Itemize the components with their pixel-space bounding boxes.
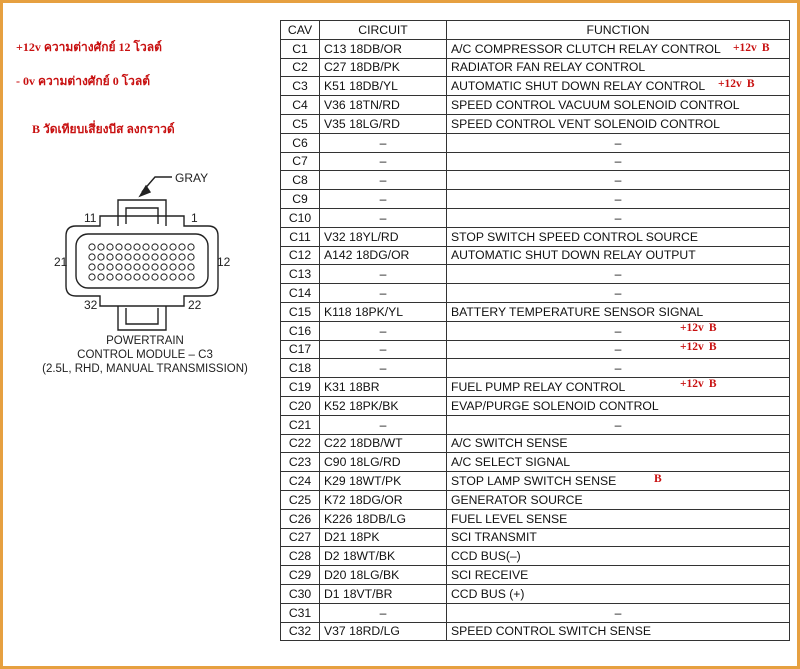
cell-function: GENERATOR SOURCE — [447, 490, 790, 509]
pin-label-22: 22 — [188, 298, 202, 312]
table-row — [281, 114, 790, 133]
table-row — [281, 415, 790, 434]
cell-cav: C24 — [281, 472, 320, 491]
table-row — [281, 472, 790, 491]
table-row — [281, 58, 790, 77]
cell-function: RADIATOR FAN RELAY CONTROL — [447, 58, 790, 77]
cell-circuit: – — [320, 284, 447, 303]
header-cav: CAV — [281, 21, 320, 40]
table-row — [281, 77, 790, 96]
cell-circuit: V36 18TN/RD — [320, 96, 447, 115]
cell-circuit: K29 18WT/PK — [320, 472, 447, 491]
cell-cav: C12 — [281, 246, 320, 265]
cell-circuit: – — [320, 152, 447, 171]
cell-function: FUEL LEVEL SENSE — [447, 509, 790, 528]
cell-circuit: – — [320, 265, 447, 284]
cell-circuit: – — [320, 133, 447, 152]
table-row — [281, 302, 790, 321]
cell-circuit: K51 18DB/YL — [320, 77, 447, 96]
cell-circuit: C22 18DB/WT — [320, 434, 447, 453]
cell-circuit: D20 18LG/BK — [320, 566, 447, 585]
cell-circuit: – — [320, 321, 447, 340]
cell-cav: C30 — [281, 584, 320, 603]
cell-cav: C9 — [281, 190, 320, 209]
cell-cav: C18 — [281, 359, 320, 378]
table-row — [281, 603, 790, 622]
table-row — [281, 39, 790, 58]
annotation-c24: B — [654, 473, 662, 485]
cell-function: – — [447, 171, 790, 190]
cell-circuit: C13 18DB/OR — [320, 39, 447, 58]
cell-function: – — [447, 208, 790, 227]
cell-circuit: D21 18PK — [320, 528, 447, 547]
table-row — [281, 509, 790, 528]
cell-function: A/C COMPRESSOR CLUTCH RELAY CONTROL — [447, 39, 790, 58]
cell-circuit: V32 18YL/RD — [320, 227, 447, 246]
cell-function: A/C SELECT SIGNAL — [447, 453, 790, 472]
pin-label-32: 32 — [84, 298, 98, 312]
cell-circuit: – — [320, 415, 447, 434]
cell-function: CCD BUS(–) — [447, 547, 790, 566]
table-row — [281, 227, 790, 246]
cell-cav: C8 — [281, 171, 320, 190]
cell-circuit: K72 18DG/OR — [320, 490, 447, 509]
cell-function: A/C SWITCH SENSE — [447, 434, 790, 453]
cell-function: CCD BUS (+) — [447, 584, 790, 603]
cell-cav: C4 — [281, 96, 320, 115]
connector-caption — [20, 334, 270, 376]
cell-circuit: K31 18BR — [320, 378, 447, 397]
annotation-c16: +12v B — [680, 322, 717, 334]
cell-circuit: D2 18WT/BK — [320, 547, 447, 566]
cell-function: BATTERY TEMPERATURE SENSOR SIGNAL — [447, 302, 790, 321]
table-row — [281, 208, 790, 227]
table-row — [281, 490, 790, 509]
pin-label-12: 12 — [217, 255, 231, 269]
table-row — [281, 96, 790, 115]
cell-circuit: K118 18PK/YL — [320, 302, 447, 321]
table-row — [281, 265, 790, 284]
legend-0v: - 0v ความต่างศักย์ 0 โวลต์ — [16, 74, 151, 88]
annotation-c19: +12v B — [680, 378, 717, 390]
table-header-row — [281, 21, 790, 40]
table-row — [281, 171, 790, 190]
caption-line-1: POWERTRAIN — [106, 335, 184, 347]
cell-cav: C20 — [281, 396, 320, 415]
connector-color-label: GRAY — [175, 171, 209, 185]
cell-cav: C23 — [281, 453, 320, 472]
cell-cav: C25 — [281, 490, 320, 509]
cell-cav: C1 — [281, 39, 320, 58]
cell-circuit: K226 18DB/LG — [320, 509, 447, 528]
header-function: FUNCTION — [447, 21, 790, 40]
caption-line-3: (2.5L, RHD, MANUAL TRANSMISSION) — [42, 363, 248, 375]
annotation-c1: +12v B — [733, 42, 770, 54]
cell-function: – — [447, 152, 790, 171]
cell-cav: C5 — [281, 114, 320, 133]
cell-function: STOP SWITCH SPEED CONTROL SOURCE — [447, 227, 790, 246]
table-row — [281, 434, 790, 453]
table-row — [281, 246, 790, 265]
cell-cav: C21 — [281, 415, 320, 434]
cell-cav: C17 — [281, 340, 320, 359]
cell-circuit: C90 18LG/RD — [320, 453, 447, 472]
table-row — [281, 584, 790, 603]
cell-function: – — [447, 321, 790, 340]
cell-circuit: K52 18PK/BK — [320, 396, 447, 415]
cell-function: SCI RECEIVE — [447, 566, 790, 585]
cell-function: – — [447, 190, 790, 209]
cell-circuit: A142 18DG/OR — [320, 246, 447, 265]
cell-cav: C16 — [281, 321, 320, 340]
cell-cav: C26 — [281, 509, 320, 528]
table-row — [281, 359, 790, 378]
cell-cav: C19 — [281, 378, 320, 397]
cell-cav: C32 — [281, 622, 320, 641]
cell-circuit: – — [320, 359, 447, 378]
cell-function: SCI TRANSMIT — [447, 528, 790, 547]
pin-label-11: 11 — [84, 211, 97, 225]
cell-function: – — [447, 265, 790, 284]
cell-function: SPEED CONTROL VENT SOLENOID CONTROL — [447, 114, 790, 133]
cell-cav: C28 — [281, 547, 320, 566]
table-row — [281, 396, 790, 415]
legend-b-ground: B วัดเทียบเสี่ยงบีส ลงกราวด์ — [32, 122, 175, 136]
cell-circuit: – — [320, 208, 447, 227]
cell-cav: C22 — [281, 434, 320, 453]
pin-label-21: 21 — [54, 255, 68, 269]
cell-function: – — [447, 133, 790, 152]
cell-function: FUEL PUMP RELAY CONTROL — [447, 378, 790, 397]
legend-12v: +12v ความต่างศักย์ 12 โวลต์ — [16, 40, 162, 54]
cell-function: – — [447, 415, 790, 434]
cell-cav: C7 — [281, 152, 320, 171]
pin-label-1: 1 — [191, 211, 198, 225]
cell-cav: C6 — [281, 133, 320, 152]
cell-cav: C13 — [281, 265, 320, 284]
table-row — [281, 284, 790, 303]
cell-function: AUTOMATIC SHUT DOWN RELAY CONTROL — [447, 77, 790, 96]
table-row — [281, 453, 790, 472]
annotation-c3: +12v B — [718, 78, 755, 90]
header-circuit: CIRCUIT — [320, 21, 447, 40]
cell-circuit: – — [320, 171, 447, 190]
table-row — [281, 566, 790, 585]
cell-circuit: – — [320, 190, 447, 209]
cell-function: – — [447, 284, 790, 303]
table-row — [281, 547, 790, 566]
cell-function: – — [447, 603, 790, 622]
cell-cav: C27 — [281, 528, 320, 547]
cell-circuit: V35 18LG/RD — [320, 114, 447, 133]
cell-function: AUTOMATIC SHUT DOWN RELAY OUTPUT — [447, 246, 790, 265]
table-row — [281, 190, 790, 209]
cell-function: – — [447, 359, 790, 378]
cell-circuit: D1 18VT/BR — [320, 584, 447, 603]
cell-cav: C14 — [281, 284, 320, 303]
cell-cav: C10 — [281, 208, 320, 227]
cell-cav: C31 — [281, 603, 320, 622]
cell-circuit: – — [320, 340, 447, 359]
table-row — [281, 152, 790, 171]
cell-cav: C2 — [281, 58, 320, 77]
cell-function: STOP LAMP SWITCH SENSE — [447, 472, 790, 491]
caption-line-2: CONTROL MODULE – C3 — [77, 349, 213, 361]
cell-function: – — [447, 340, 790, 359]
cell-circuit: V37 18RD/LG — [320, 622, 447, 641]
cell-cav: C3 — [281, 77, 320, 96]
cell-cav: C15 — [281, 302, 320, 321]
table-row — [281, 133, 790, 152]
cell-cav: C29 — [281, 566, 320, 585]
annotation-c17: +12v B — [680, 341, 717, 353]
cell-function: SPEED CONTROL VACUUM SOLENOID CONTROL — [447, 96, 790, 115]
table-row — [281, 622, 790, 641]
table-row — [281, 528, 790, 547]
cell-cav: C11 — [281, 227, 320, 246]
cell-circuit: – — [320, 603, 447, 622]
cell-function: SPEED CONTROL SWITCH SENSE — [447, 622, 790, 641]
cell-function: EVAP/PURGE SOLENOID CONTROL — [447, 396, 790, 415]
cell-circuit: C27 18DB/PK — [320, 58, 447, 77]
